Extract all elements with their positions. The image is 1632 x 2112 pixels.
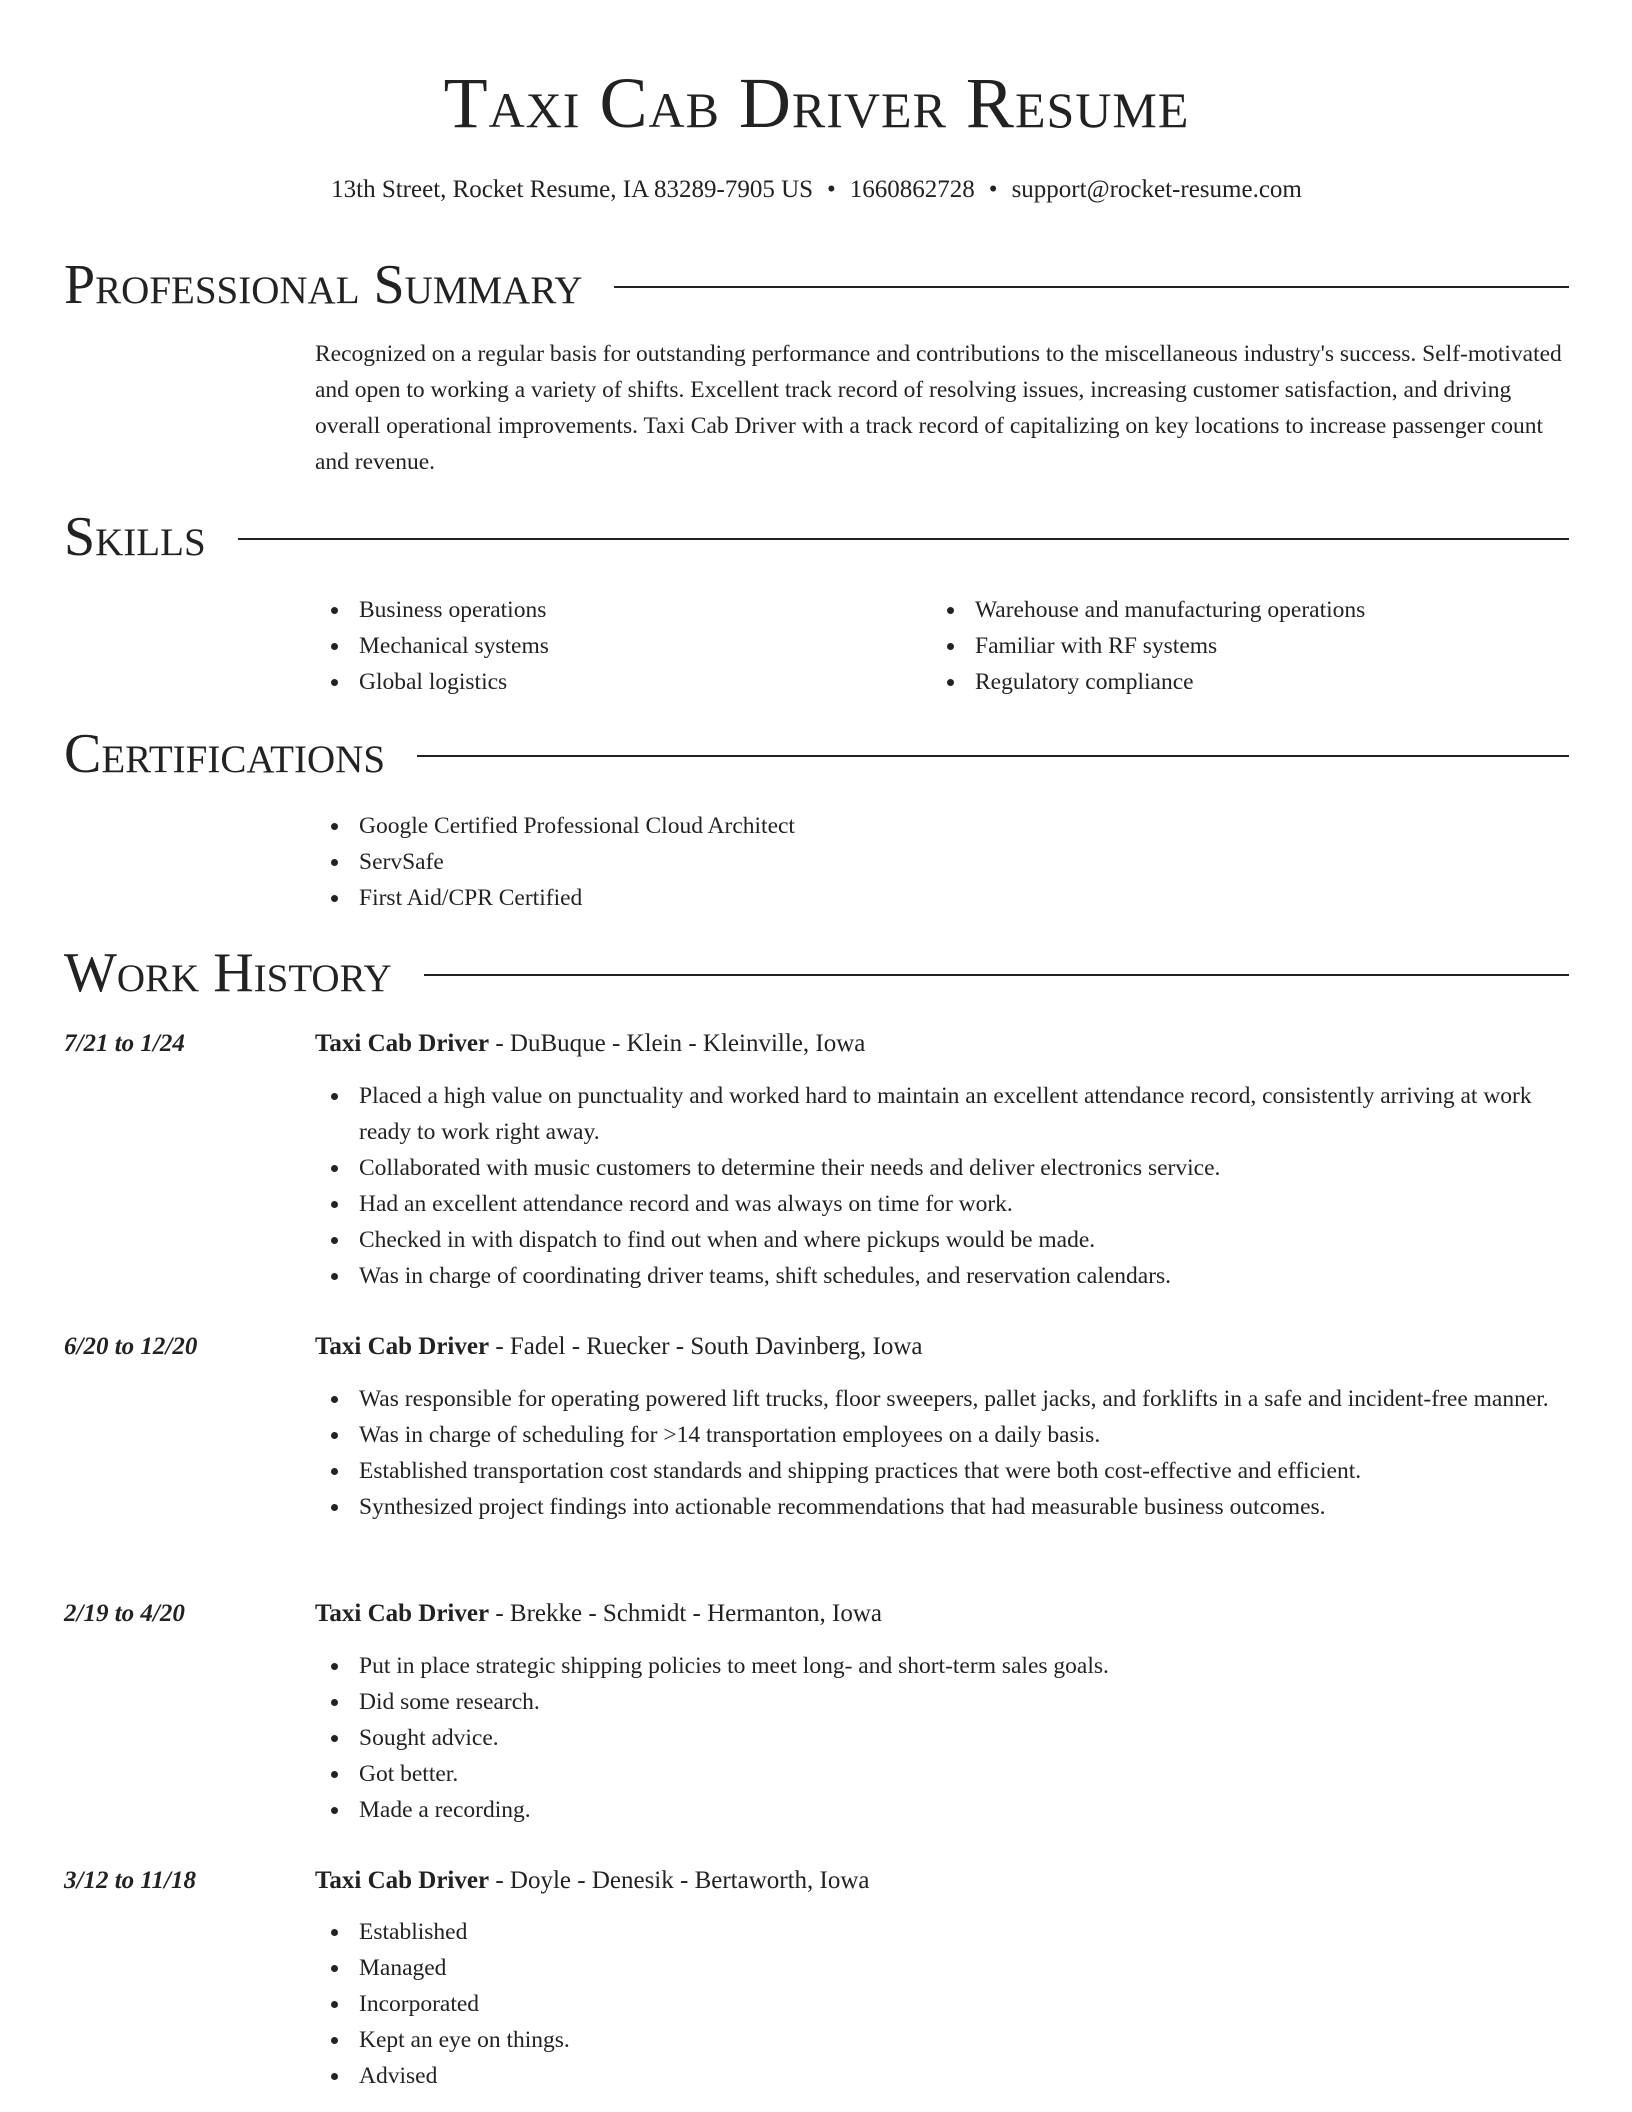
job-bullet: Established: [315, 1914, 1569, 1950]
job-bullet-list: [315, 1381, 1569, 1525]
section-divider: [424, 974, 1569, 976]
job-bullet: Made a recording.: [315, 1792, 1569, 1828]
job-bullet: Was in charge of scheduling for >14 transportation employees on a daily basis.: [315, 1417, 1569, 1453]
section-divider: [238, 538, 1569, 540]
certification-item: First Aid/CPR Certified: [315, 880, 1569, 916]
skill-item: Global logistics: [315, 664, 931, 700]
job-role: Taxi Cab Driver: [315, 1333, 490, 1360]
job-bullet-list: [315, 1078, 1569, 1294]
contact-separator: •: [988, 176, 998, 203]
job-dates: 2/19 to 4/20: [64, 1600, 185, 1627]
job-employer: - Fadel - Ruecker - South Davinberg, Iowa: [489, 1333, 923, 1360]
job-bullet: Collaborated with music customers to determine their needs and deliver electronics service.: [315, 1150, 1569, 1186]
job-bullet: Had an excellent attendance record and was always on time for work.: [315, 1186, 1569, 1222]
certification-item: ServSafe: [315, 844, 1569, 880]
certification-item: Google Certified Professional Cloud Architect: [315, 808, 1569, 844]
job-role: Taxi Cab Driver: [315, 1867, 490, 1894]
contact-separator: •: [827, 176, 836, 203]
skills-list-right: [931, 592, 1547, 700]
job-bullet-list: [315, 1914, 1569, 2094]
job-bullet: Advised: [315, 2058, 1569, 2094]
skill-item: Business operations: [315, 592, 931, 628]
job-bullet: Managed: [315, 1950, 1569, 1986]
job-title-line: [315, 1596, 1569, 1632]
resume-title: Taxi Cab Driver Resume: [443, 63, 1190, 143]
skills-heading: Skills: [64, 506, 206, 568]
job-bullet: Was in charge of coordinating driver teams, shift schedules, and reservation calendars.: [315, 1258, 1569, 1294]
contact-email: support@rocket-resume.com: [1011, 176, 1302, 203]
job-title-line: [315, 1026, 1569, 1062]
certifications-block: [315, 808, 1569, 916]
work-section-header: [64, 940, 1569, 1006]
job-dates: 7/21 to 1/24: [64, 1030, 185, 1057]
contact-phone: 1660862728: [849, 176, 975, 203]
job-dates: 6/20 to 12/20: [64, 1333, 198, 1360]
job-bullet: Established transportation cost standards and shipping practices that were both cost-effective and efficient.: [315, 1453, 1569, 1489]
job-bullets: [315, 1078, 1569, 1294]
section-divider: [614, 286, 1569, 288]
summary-section-header: [64, 252, 1569, 318]
skill-item: Warehouse and manufacturing operations: [931, 592, 1547, 628]
job-bullet: Checked in with dispatch to find out when and where pickups would be made.: [315, 1222, 1569, 1258]
certifications-heading: Certifications: [64, 723, 386, 785]
job-employer: - Brekke - Schmidt - Hermanton, Iowa: [489, 1600, 883, 1627]
job-bullet: Kept an eye on things.: [315, 2022, 1569, 2058]
skills-column-left: [315, 592, 931, 700]
job-employer: - Doyle - Denesik - Bertaworth, Iowa: [489, 1867, 870, 1894]
job-bullet: Did some research.: [315, 1684, 1569, 1720]
job-bullet: Was responsible for operating powered lift trucks, floor sweepers, pallet jacks, and forklifts in a safe and incident-free manner.: [315, 1381, 1569, 1417]
skill-item: Regulatory compliance: [931, 664, 1547, 700]
skills-column-right: [931, 592, 1547, 700]
contact-address: 13th Street, Rocket Resume, IA 83289-7905 US: [331, 176, 814, 203]
job-employer: - DuBuque - Klein - Kleinville, Iowa: [489, 1030, 866, 1057]
summary-heading: Professional Summary: [64, 254, 583, 316]
job-bullet: Placed a high value on punctuality and worked hard to maintain an excellent attendance record, consistently arriving at work ready to work right away.: [315, 1078, 1569, 1150]
job-bullets: [315, 1381, 1569, 1525]
contact-line: [64, 174, 1569, 206]
job-bullets: [315, 1648, 1569, 1828]
job-bullet-list: [315, 1648, 1569, 1828]
certifications-section-header: [64, 721, 1569, 787]
job-bullet: Got better.: [315, 1756, 1569, 1792]
certifications-list: [315, 808, 1569, 916]
job-title-line: [315, 1863, 1569, 1899]
job-bullet: Sought advice.: [315, 1720, 1569, 1756]
summary-text: Recognized on a regular basis for outstanding performance and contributions to the miscellaneous industry's success. Self-motivated and open to working a variety of shifts. Excellent track record of resolving issues, increasing customer satisfaction, and driving overall operational improvements. Taxi Cab Driver with a track record of capitalizing on key locations to increase passenger count and revenue.: [315, 341, 1562, 475]
skill-item: Familiar with RF systems: [931, 628, 1547, 664]
skills-section-header: [64, 504, 1569, 570]
job-bullets: [315, 1914, 1569, 2094]
job-title-line: [315, 1329, 1569, 1365]
job-bullet: Incorporated: [315, 1986, 1569, 2022]
skills-grid: [315, 592, 1569, 700]
job-bullet: Put in place strategic shipping policies to meet long- and short-term sales goals.: [315, 1648, 1569, 1684]
work-heading: Work History: [64, 942, 392, 1004]
skill-item: Mechanical systems: [315, 628, 931, 664]
skills-list-left: [315, 592, 931, 700]
job-role: Taxi Cab Driver: [315, 1030, 490, 1057]
section-divider: [417, 755, 1569, 757]
job-dates: 3/12 to 11/18: [64, 1867, 196, 1894]
job-bullet: Synthesized project findings into actionable recommendations that had measurable business outcomes.: [315, 1489, 1569, 1525]
job-role: Taxi Cab Driver: [315, 1600, 490, 1627]
